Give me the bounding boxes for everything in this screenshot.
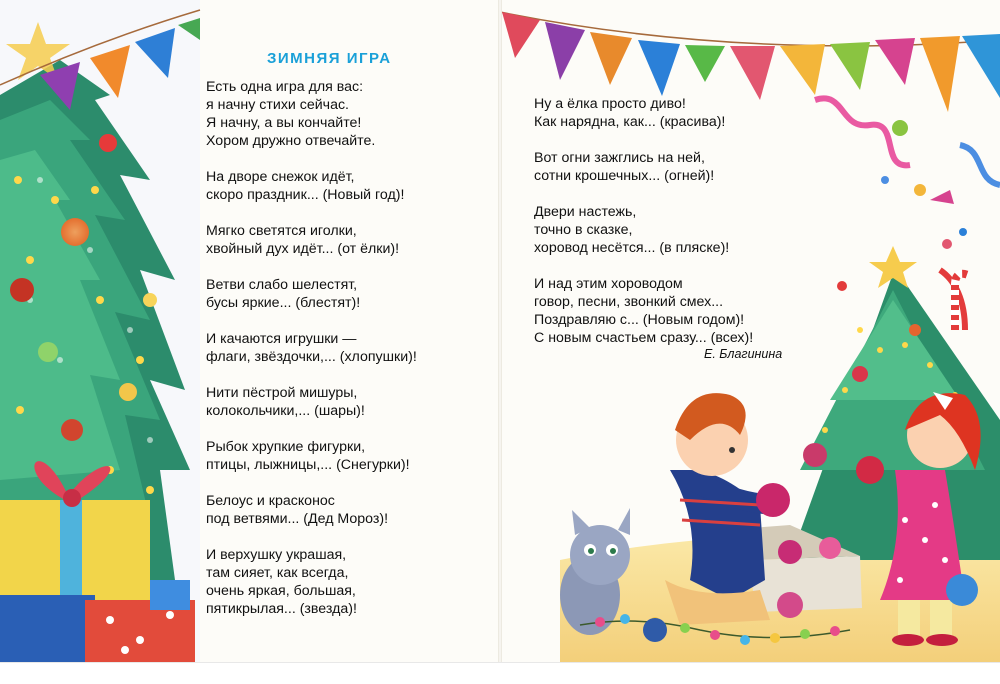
poem-line: пятикрылая... (звезда)! [206,601,357,617]
poem-line: И верхушку украшая, [206,547,347,563]
stanza [206,492,417,528]
poem-line: Поздравляю с... (Новым годом)! [534,312,745,328]
poem-line: И над этим хороводом [534,276,683,292]
poem-line: Нити пёстрой мишуры, [206,385,358,401]
stanza [206,384,417,420]
page-bottom-margin [0,662,1000,684]
poem-title: ЗИМНЯЯ ИГРА [267,50,392,67]
stanza [206,168,417,204]
page-gutter [498,0,502,684]
poem-line: точно в сказке, [534,222,633,238]
poem-line: Белоус и красконос [206,493,335,509]
poem-line: флаги, звёздочки,... (хлопушки)! [206,349,417,365]
poem-line: Как нарядна, как... (красива)! [534,114,726,130]
poem-line: Рыбок хрупкие фигурки, [206,439,366,455]
stanza [534,275,753,347]
poem-line: Двери настежь, [534,204,637,220]
poem-author: Е. Благинина [704,347,783,361]
poem-line: я начну стихи сейчас. [206,97,350,113]
poem-line: хоровод несётся... (в пляске)! [534,240,730,256]
stanza [206,546,417,618]
poem-line: птицы, лыжницы,... (Снегурки)! [206,457,410,473]
stanza [534,203,753,257]
stanza [206,438,417,474]
poem-line: под ветвями... (Дед Мороз)! [206,511,389,527]
confetti [881,120,967,249]
stanza [206,78,417,150]
poem-left-column [206,78,417,636]
poem-line: колокольчики,... (шары)! [206,403,365,419]
stanza [206,330,417,366]
poem-line: Мягко светятся иголки, [206,223,357,239]
poem-line: Ветви слабо шелестят, [206,277,358,293]
poem-right-column [534,95,753,365]
poem-line: бусы яркие... (блестят)! [206,295,361,311]
poem-line: Ну а ёлка просто диво! [534,96,686,112]
poem-line: Вот огни зажглись на ней, [534,150,705,166]
poem-line: скоро праздник... (Новый год)! [206,187,405,203]
stanza [206,222,417,258]
poem-line: очень яркая, большая, [206,583,356,599]
poem-line: Хором дружно отвечайте. [206,133,376,149]
stanza [534,149,753,185]
poem-line: говор, песни, звонкий смех... [534,294,724,310]
poem-line: сотни крошечных... (огней)! [534,168,715,184]
poem-line: С новым счастьем сразу... (всех)! [534,330,754,346]
poem-line: хвойный дух идёт... (от ёлки)! [206,241,400,257]
stanza [206,276,417,312]
left-christmas-tree [0,0,200,662]
poem-line: И качаются игрушки — [206,331,357,347]
poem-line: там сияет, как всегда, [206,565,349,581]
stanza [534,95,753,131]
poem-line: На дворе снежок идёт, [206,169,355,185]
poem-line: Есть одна игра для вас: [206,79,364,95]
poem-line: Я начну, а вы кончайте! [206,115,362,131]
